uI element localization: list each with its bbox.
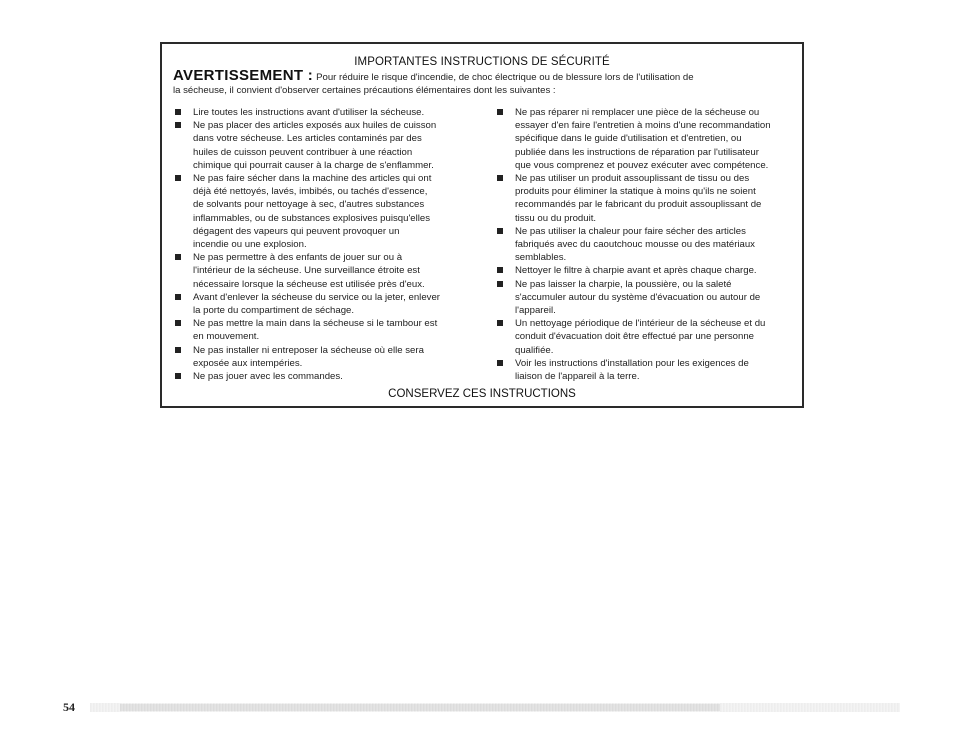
list-item: Ne pas installer ni entreposer la sécheuse où elle sera exposée aux intempéries. bbox=[175, 344, 475, 370]
left-instruction-list bbox=[175, 106, 475, 383]
square-bullet-icon bbox=[497, 281, 503, 287]
square-bullet-icon bbox=[497, 175, 503, 181]
list-item: Nettoyer le filtre à charpie avant et après chaque charge. bbox=[497, 264, 797, 277]
square-bullet-icon bbox=[175, 294, 181, 300]
square-bullet-icon bbox=[497, 320, 503, 326]
square-bullet-icon bbox=[175, 109, 181, 115]
list-item: Ne pas mettre la main dans la sécheuse si le tambour est en mouvement. bbox=[175, 317, 475, 343]
right-instruction-list bbox=[497, 106, 797, 383]
list-item: Ne pas faire sécher dans la machine des articles qui ont déjà été nettoyés, lavés, imbibés, ou tachés d'essence, de solvants pour nettoyage à sec, d'autres substances inflammables, ou de substances explosives puisqu'elles dégagent des vapeurs qui peuvent provoquer un incendie ou une explosion. bbox=[175, 172, 475, 251]
square-bullet-icon bbox=[175, 373, 181, 379]
list-item: Ne pas permettre à des enfants de jouer sur ou à l'intérieur de la sécheuse. Une surveillance étroite est nécessaire lorsque la sécheuse est utilisée près d'eux. bbox=[175, 251, 475, 291]
square-bullet-icon bbox=[497, 360, 503, 366]
list-item: Ne pas utiliser la chaleur pour faire sécher des articles fabriqués avec du caoutchouc mousse ou des matériaux semblables. bbox=[497, 225, 797, 265]
list-item: Lire toutes les instructions avant d'utiliser la sécheuse. bbox=[175, 106, 475, 119]
square-bullet-icon bbox=[175, 175, 181, 181]
list-item: Ne pas placer des articles exposés aux huiles de cuisson dans votre sécheuse. Les articles contaminés par des huiles de cuisson peuvent contribuer à une réaction chimique qui pourrait causer à la charge de s'enflammer. bbox=[175, 119, 475, 172]
safety-instructions-box bbox=[160, 42, 804, 408]
scan-artifact-band-dark bbox=[120, 704, 720, 711]
square-bullet-icon bbox=[175, 254, 181, 260]
warning-text: Pour réduire le risque d'incendie, de choc électrique ou de blessure lors de l'utilisation de la sécheuse, il convient d'observer certaines précautions élémentaires dont les suivantes : bbox=[173, 72, 694, 96]
page-number: 54 bbox=[63, 700, 75, 714]
square-bullet-icon bbox=[497, 228, 503, 234]
square-bullet-icon bbox=[497, 267, 503, 273]
section-title: IMPORTANTES INSTRUCTIONS DE SÉCURITÉ bbox=[354, 56, 610, 68]
list-item: Ne pas réparer ni remplacer une pièce de la sécheuse ou essayer d'en faire l'entretien à moins d'une recommandation spécifique dans le guide d'utilisation et d'entretien, ou publiée dans les instructions de réparation par l'utilisateur que vous comprenez et pouvez exécuter avec compétence. bbox=[497, 106, 797, 172]
warning-paragraph bbox=[173, 67, 793, 97]
square-bullet-icon bbox=[175, 122, 181, 128]
list-item: Voir les instructions d'installation pour les exigences de liaison de l'appareil à la terre. bbox=[497, 357, 797, 383]
square-bullet-icon bbox=[175, 347, 181, 353]
square-bullet-icon bbox=[175, 320, 181, 326]
warning-label: AVERTISSEMENT : bbox=[173, 67, 314, 84]
square-bullet-icon bbox=[497, 109, 503, 115]
list-item: Un nettoyage périodique de l'intérieur de la sécheuse et du conduit d'évacuation doit être effectué par une personne qualifiée. bbox=[497, 317, 797, 357]
list-item: Avant d'enlever la sécheuse du service ou la jeter, enlever la porte du compartiment de séchage. bbox=[175, 291, 475, 317]
list-item: Ne pas utiliser un produit assouplissant de tissu ou des produits pour éliminer la statique à moins qu'ils ne soient recommandés par le fabricant du produit assouplissant de tissu ou du produit. bbox=[497, 172, 797, 225]
list-item: Ne pas jouer avec les commandes. bbox=[175, 370, 475, 383]
conserve-instructions-title: CONSERVEZ CES INSTRUCTIONS bbox=[388, 388, 576, 400]
list-item: Ne pas laisser la charpie, la poussière, ou la saleté s'accumuler autour du système d'évacuation ou autour de l'appareil. bbox=[497, 278, 797, 318]
